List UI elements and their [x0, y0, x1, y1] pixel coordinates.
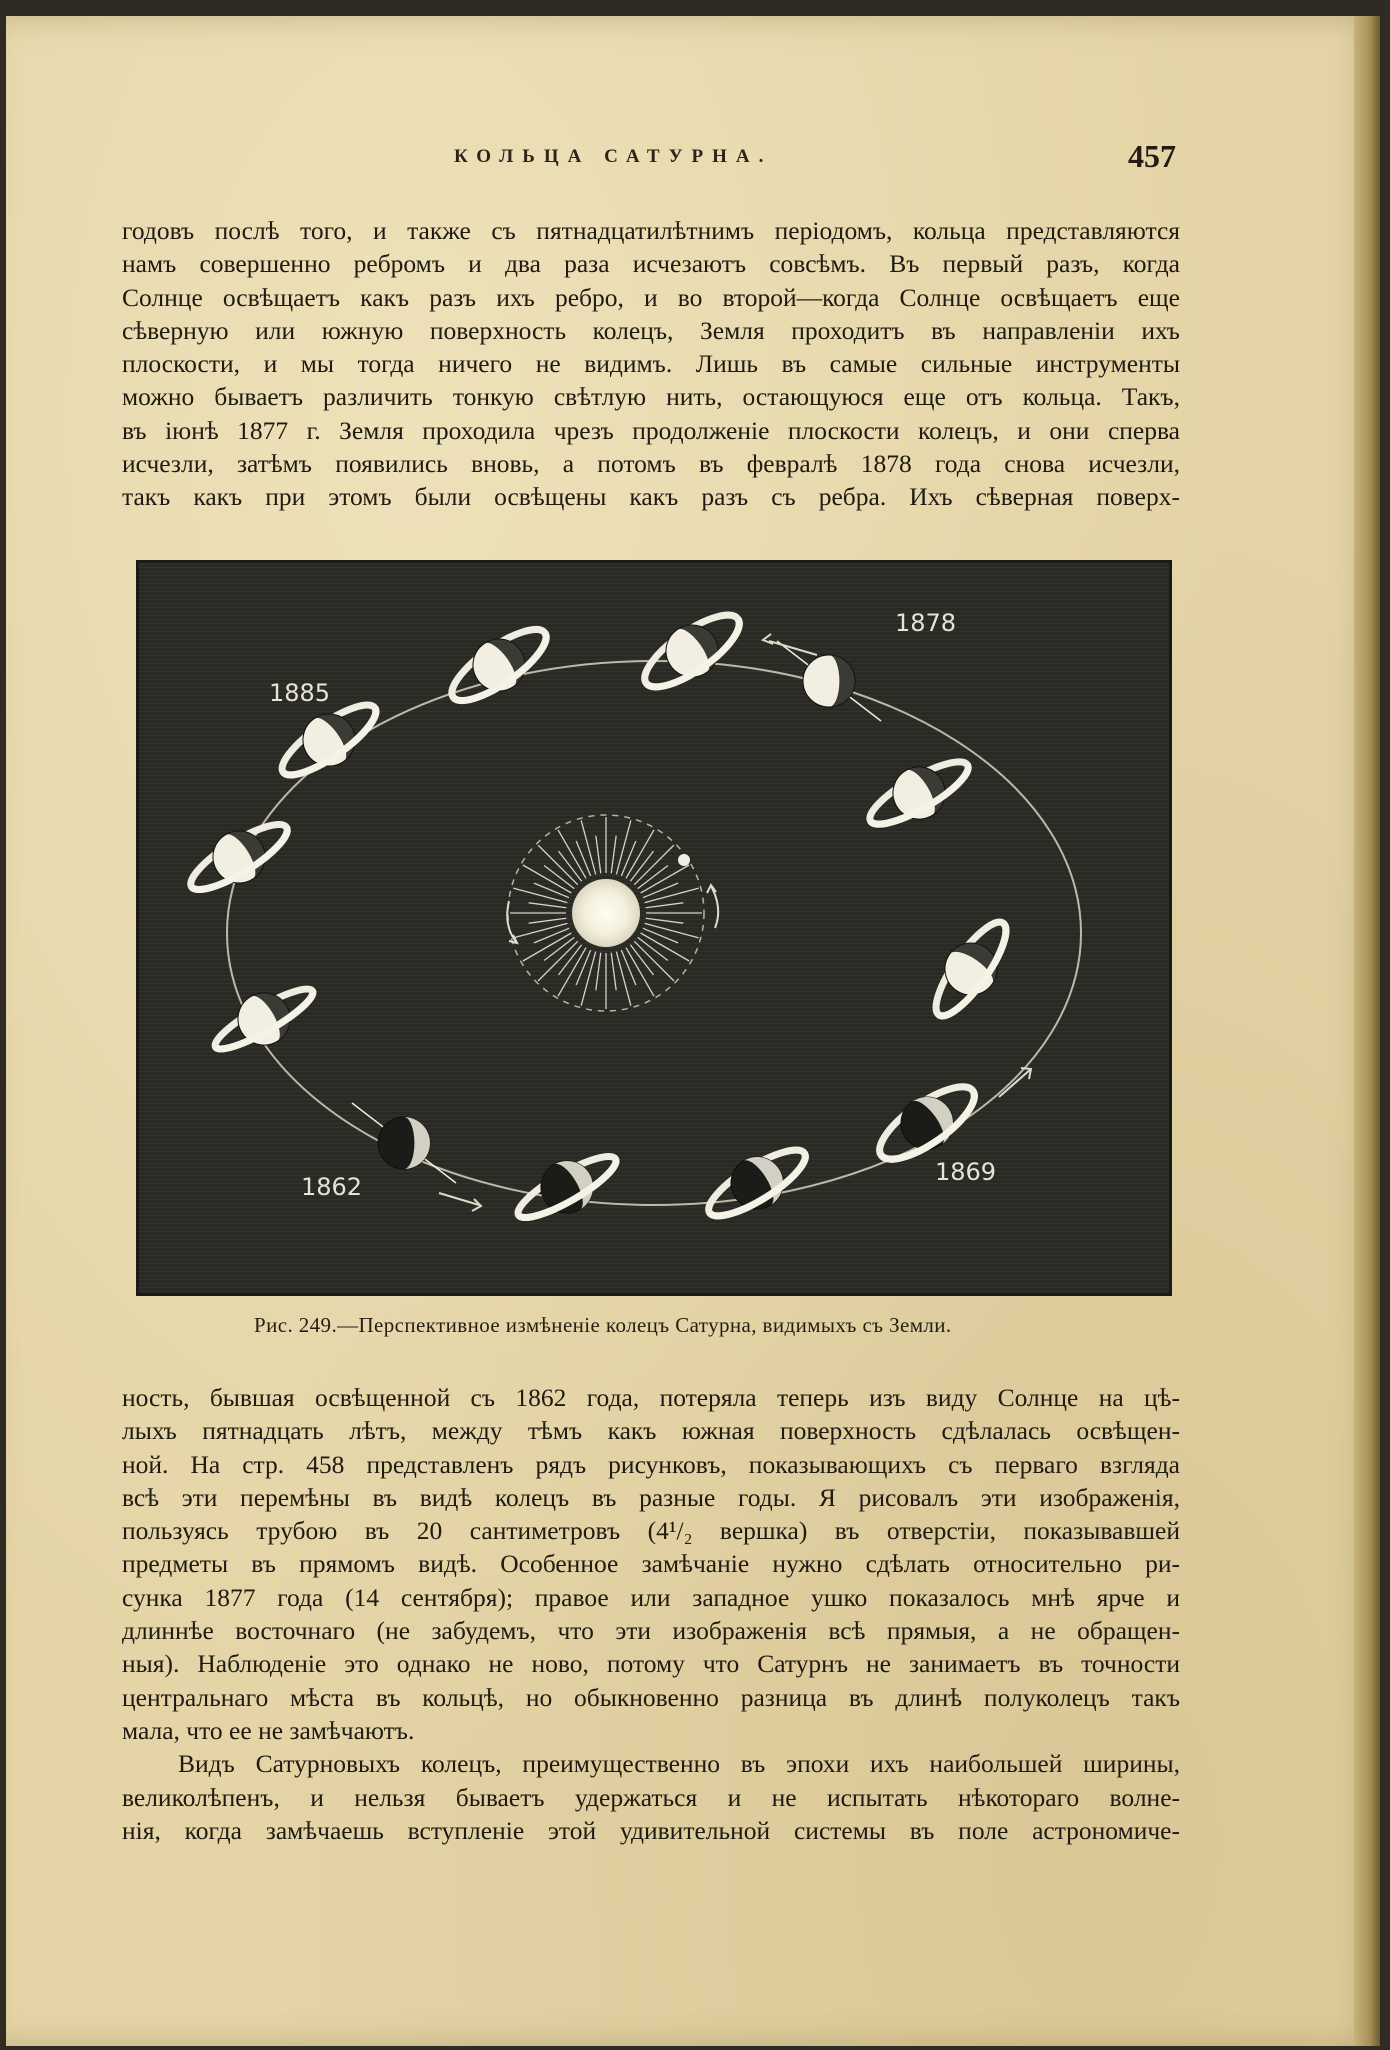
text-line: сѣверную или южную поверхность колецъ, Земля проходитъ въ направленіи ихъ: [122, 315, 1180, 345]
text-line: пользуясь трубою въ 20 сантиметровъ (4¹/₂ вершка) въ отверстіи, показывавшей: [122, 1516, 1180, 1546]
text-line: предметы въ прямомъ видѣ. Особенное замѣчаніе нужно сдѣлать относительно ри-: [122, 1549, 1180, 1579]
page-edge: [1354, 16, 1380, 2046]
text-line: можно бываетъ различить тонкую свѣтлую нить, остающуюся еще отъ кольца. Такъ,: [122, 382, 1180, 412]
text-line: всѣ эти перемѣны въ видѣ колецъ въ разные годы. Я рисовалъ эти изображенія,: [122, 1482, 1180, 1512]
sun: [572, 879, 640, 947]
text-line: намъ совершенно ребромъ и два раза исчезаютъ совсѣмъ. Въ первый разъ, когда: [122, 249, 1180, 279]
text-line: нія, когда замѣчаешь вступленіе этой удивительной системы въ поле астрономиче-: [122, 1815, 1180, 1845]
paragraph-bottom: [122, 1381, 1180, 1847]
text-line: лыхъ пятнадцать лѣтъ, между тѣмъ какъ южная поверхность сдѣлалась освѣщен-: [122, 1416, 1180, 1446]
text-line: въ іюнѣ 1877 г. Земля проходила чрезъ продолженіе плоскости колецъ, и они сперва: [122, 415, 1180, 445]
text-line: великолѣпенъ, и нельзя бываетъ удержаться и не испытать нѣкотораго волне-: [122, 1782, 1180, 1812]
saturn-rings-figure: [136, 560, 1172, 1296]
earth: [678, 854, 690, 866]
text-line: такъ какъ при этомъ были освѣщены какъ разъ съ ребра. Ихъ сѣверная поверх-: [122, 482, 1180, 512]
text-line: ной. На стр. 458 представленъ рядъ рисунковъ, показывающихъ съ перваго взгляда: [122, 1449, 1180, 1479]
text-line: годовъ послѣ того, и также съ пятнадцатилѣтнимъ періодомъ, кольца представляются: [122, 216, 1180, 245]
year-label-1862: 1862: [301, 1173, 363, 1201]
text-line: Видъ Сатурновыхъ колецъ, преимущественно въ эпохи ихъ наибольшей ширины,: [178, 1749, 1180, 1779]
running-head: [124, 138, 1176, 186]
text-line: центральнаго мѣста въ кольцѣ, но обыкновенно разница въ длинѣ полуколецъ такъ: [122, 1682, 1180, 1712]
figure-caption: Рис. 249.—Перспективное измѣненіе колецъ Сатурна, видимыхъ съ Земли.: [254, 1313, 952, 1337]
year-label-1869: 1869: [935, 1158, 997, 1186]
text-line: мала, что ее не замѣчаютъ.: [122, 1715, 415, 1745]
text-line: ность, бывшая освѣщенной съ 1862 года, потеряла теперь изъ виду Солнце на цѣ-: [122, 1383, 1180, 1412]
text-line: исчезли, затѣмъ появились вновь, а потомъ въ февралѣ 1878 года снова исчезли,: [122, 449, 1180, 479]
year-label-1878: 1878: [895, 609, 957, 637]
running-head-title: КОЛЬЦА САТУРНА.: [454, 146, 773, 167]
text-line: плоскости, и мы тогда ничего не видимъ. Лишь въ самые сильные инструменты: [122, 349, 1180, 379]
year-label-1885: 1885: [269, 679, 331, 707]
paragraph-top: [122, 214, 1180, 514]
page-number: 457: [1128, 138, 1176, 174]
text-line: Солнце освѣщаетъ какъ разъ ихъ ребро, и во второй—когда Солнце освѣщаетъ еще: [122, 282, 1180, 312]
text-line: ныя). Наблюденіе это однако не ново, потому что Сатурнъ не занимаетъ въ точности: [122, 1649, 1180, 1679]
saturn-orbit-illustration: [139, 563, 1169, 1293]
book-page: [6, 16, 1380, 2046]
night-sky-background: [139, 563, 1169, 1293]
text-line: длиннѣе восточнаго (не забудемъ, что эти изображенія всѣ прямыя, а не обращен-: [122, 1616, 1180, 1646]
text-line: сунка 1877 года (14 сентября); правое или западное ушко показалось мнѣ ярче и: [122, 1582, 1180, 1612]
